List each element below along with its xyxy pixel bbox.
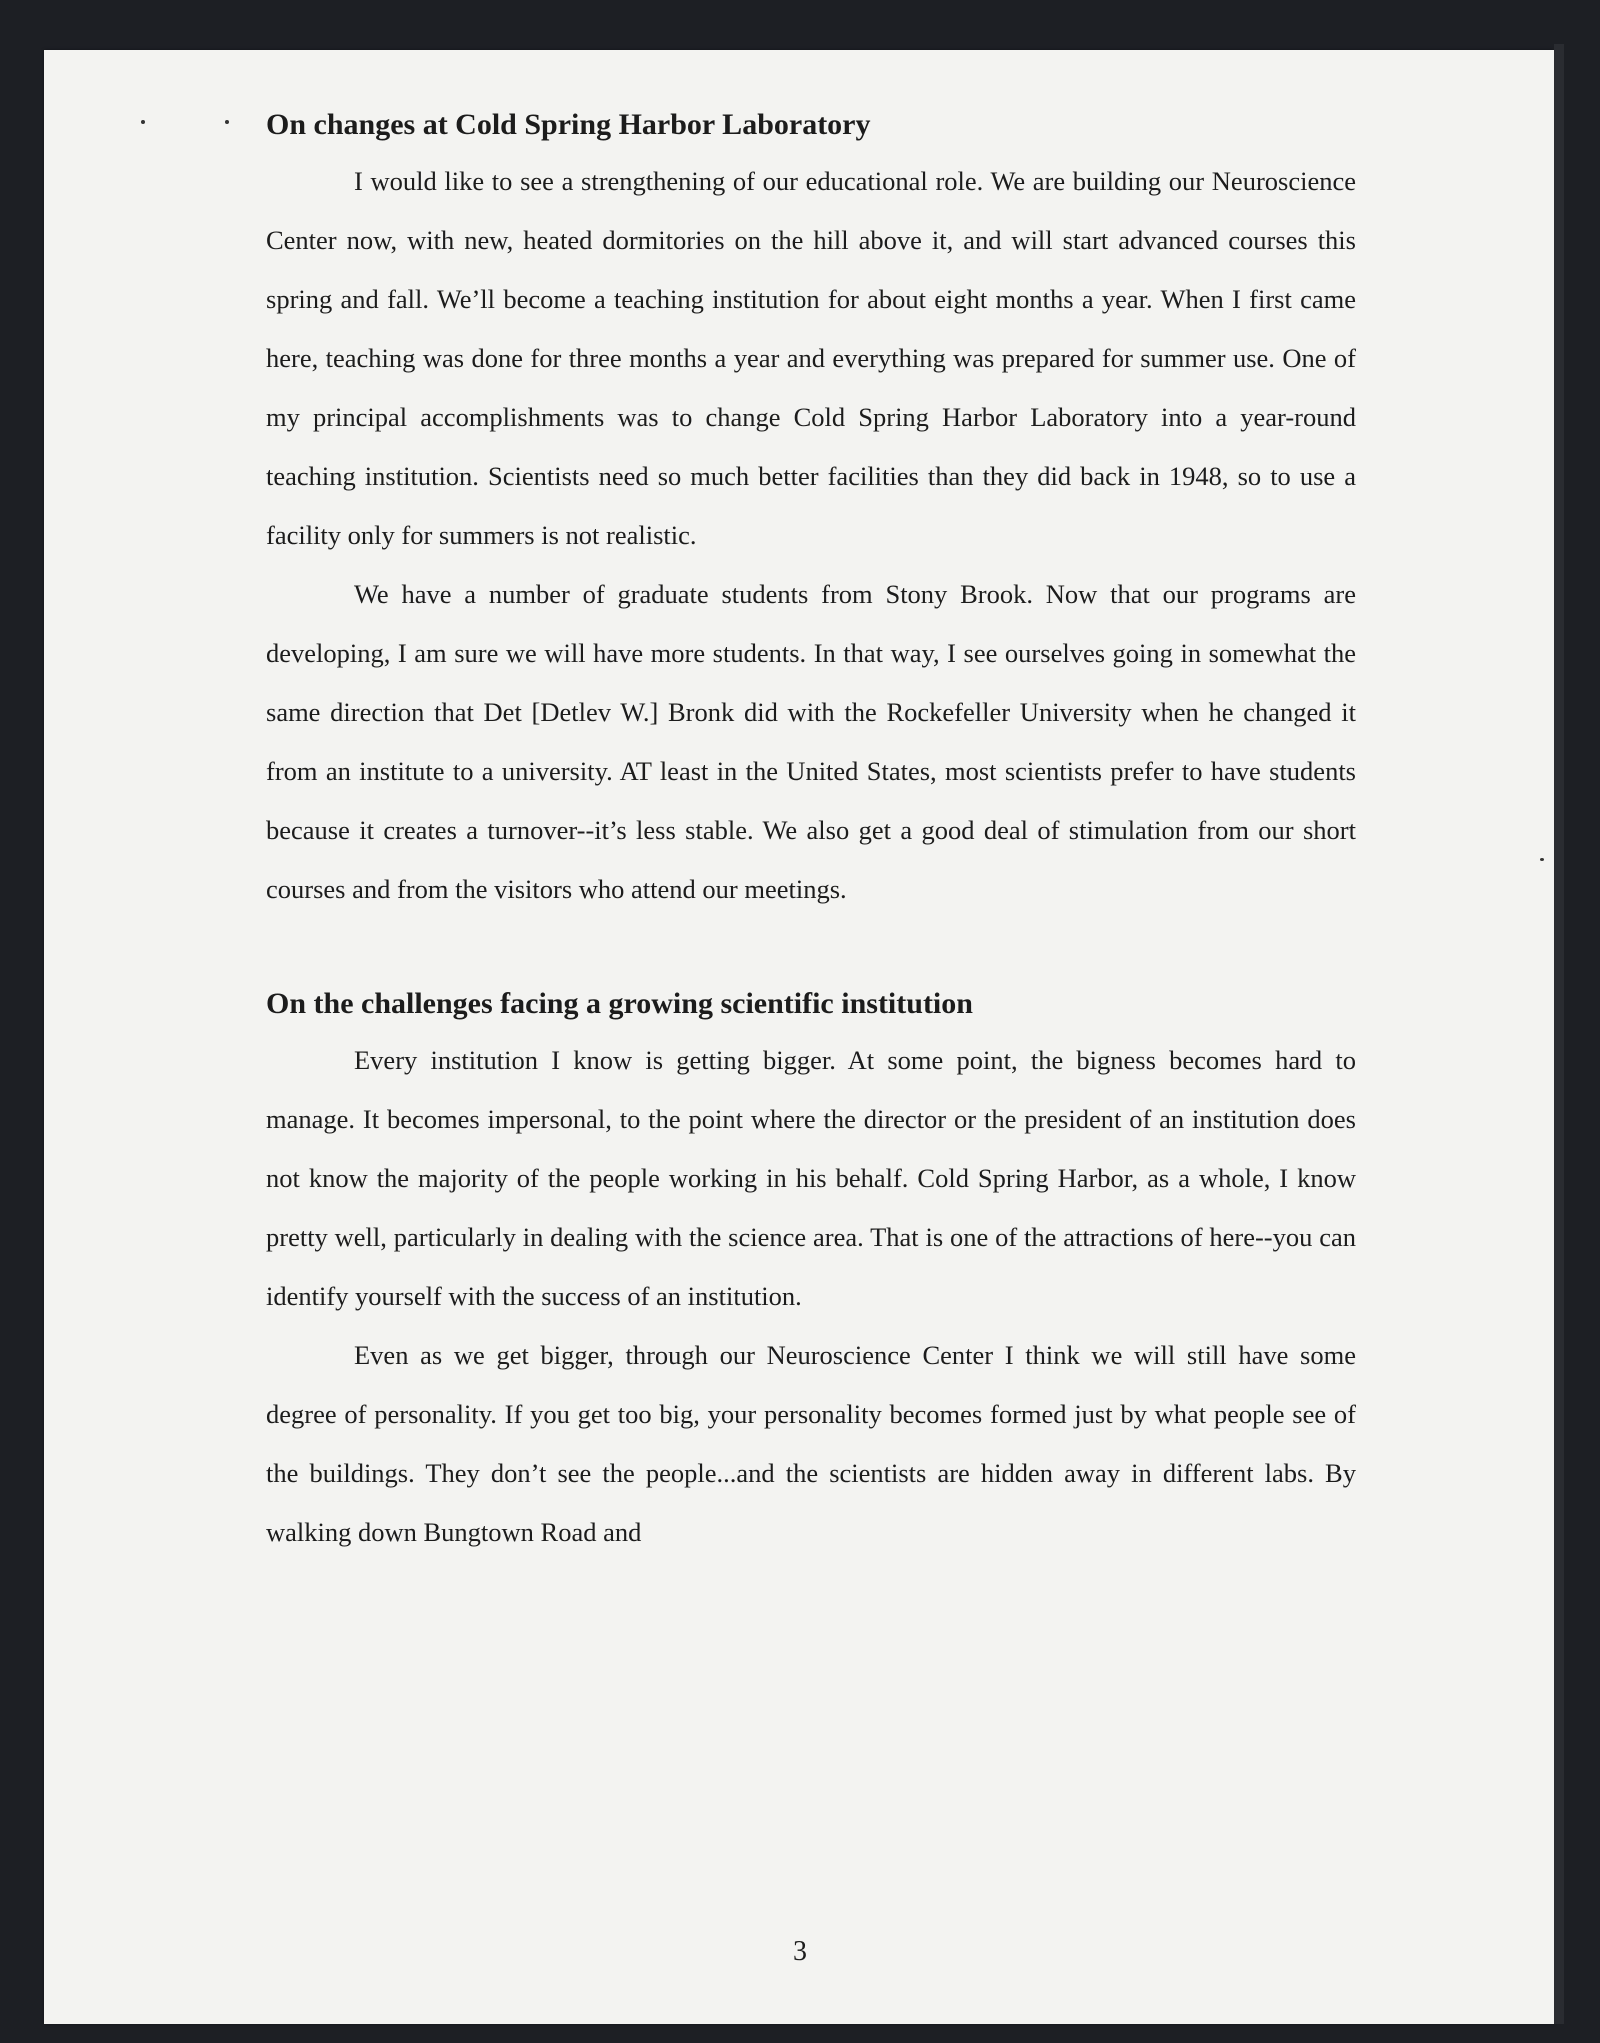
document-body [266,98,1356,1562]
scan-speck [1540,858,1544,861]
paragraph: Even as we get bigger, through our Neuroscience Center I think we will still have some degree of personality. If you get too big, your personality becomes formed just by what people see of the buildings. They don’t see the people...and the scientists are hidden away in different labs. By walking down Bungtown Road and [266,1340,1356,1547]
scan-speck [141,120,145,124]
paragraph: I would like to see a strengthening of our educational role. We are building our Neuroscience Center now, with new, heated dormitories on the hill above it, and will start advanced courses this spring and fall. We’ll become a teaching institution for about eight months a year. When I first came here, teaching was done for three months a year and everything was prepared for summer use. One of my principal accomplishments was to change Cold Spring Harbor Laboratory into a year-round teaching institution. Scientists need so much better facilities than they did back in 1948, so to use a facility only for summers is not realistic. [266,166,1356,550]
paragraph: We have a number of graduate students from Stony Brook. Now that our programs are developing, I am sure we will have more students. In that way, I see ourselves going in somewhat the same direction that Det [Detlev W.] Bronk did with the Rockefeller University when he changed it from an institute to a university. AT least in the United States, most scientists prefer to have students because it creates a turnover--it’s less stable. We also get a good deal of stimulation from our short courses and from the visitors who attend our meetings. [266,579,1356,904]
section-growing-institution [266,977,1356,1562]
section-spacer [266,919,1356,977]
paragraph: Every institution I know is getting bigger. At some point, the bigness becomes hard to manage. It becomes impersonal, to the point where the director or the president of an institution does not know the majority of the people working in his behalf. Cold Spring Harbor, as a whole, I know pretty well, particularly in dealing with the science area. That is one of the attractions of here--you can identify yourself with the success of an institution. [266,1045,1356,1311]
page-edge-shadow [1554,44,1564,2024]
section-heading: On the challenges facing a growing scientific institution [266,987,973,1020]
scan-speck [225,120,229,124]
section-changes-at-cshl [266,98,1356,919]
section-heading: On changes at Cold Spring Harbor Laboratory [266,108,871,141]
page-number: 3 [793,1936,807,1967]
